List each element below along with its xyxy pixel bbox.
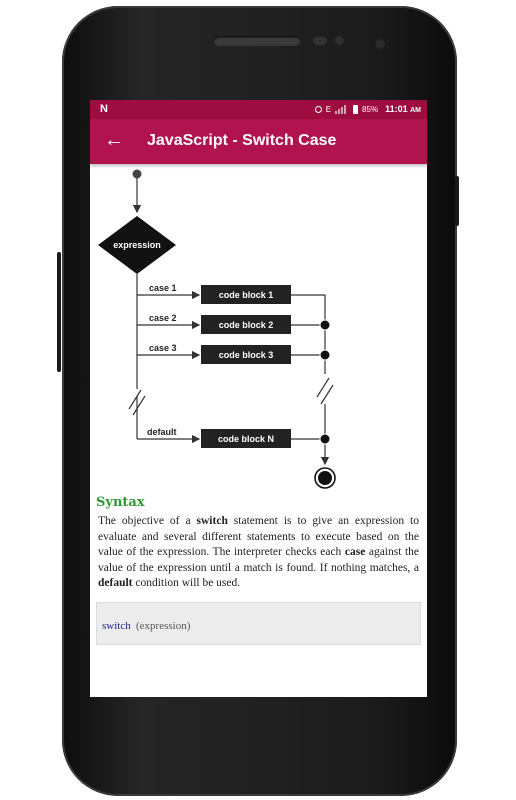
network-type-label: E <box>325 104 332 114</box>
signal-icon <box>335 105 346 114</box>
status-bar <box>90 100 427 119</box>
proximity-sensor <box>313 37 327 45</box>
front-camera-icon <box>372 36 388 52</box>
case-label-3: case 3 <box>149 343 177 353</box>
start-node <box>133 170 142 179</box>
decision-label: expression <box>113 240 161 250</box>
code-block-2-label: code block 2 <box>218 320 274 330</box>
status-right <box>315 104 421 114</box>
case-label-2: case 2 <box>149 313 177 323</box>
notification-n-icon: N <box>100 103 108 115</box>
code-block-1-label: code block 1 <box>218 290 274 300</box>
code-block-3-label: code block 3 <box>218 350 274 360</box>
page-title: JavaScript - Switch Case <box>147 132 337 149</box>
description-paragraph: The objective of a switch statement is to give an expression to evaluate and several different statements to execute based on the value of the expression. The interpreter checks each case against the value of the expression until a match is found. If nothing matches, a default condition will be used. <box>98 515 420 590</box>
power-button[interactable] <box>455 176 459 226</box>
battery-icon <box>353 105 358 114</box>
app-bar <box>90 119 427 164</box>
clock: 11:01 AM <box>385 104 421 114</box>
case-label-default: default <box>147 427 177 437</box>
device-screen <box>90 100 427 697</box>
case-label-1: case 1 <box>149 283 177 293</box>
light-sensor <box>335 36 344 45</box>
code-expression: (expression) <box>136 620 191 632</box>
merge-dot-3 <box>320 350 330 360</box>
code-keyword: switch <box>102 620 131 632</box>
code-snippet-box <box>96 602 421 645</box>
arrow-back-icon[interactable]: ← <box>104 129 124 151</box>
merge-dot-2 <box>320 320 330 330</box>
section-heading: Syntax <box>96 495 145 510</box>
switch-case-flowchart <box>90 164 427 492</box>
volume-button[interactable] <box>57 252 61 372</box>
merge-dot-n <box>320 434 330 444</box>
earpiece-speaker <box>213 36 301 46</box>
code-block-n-label: code block N <box>217 434 275 444</box>
data-saver-icon <box>315 106 322 113</box>
battery-percent: 85% <box>362 104 379 114</box>
